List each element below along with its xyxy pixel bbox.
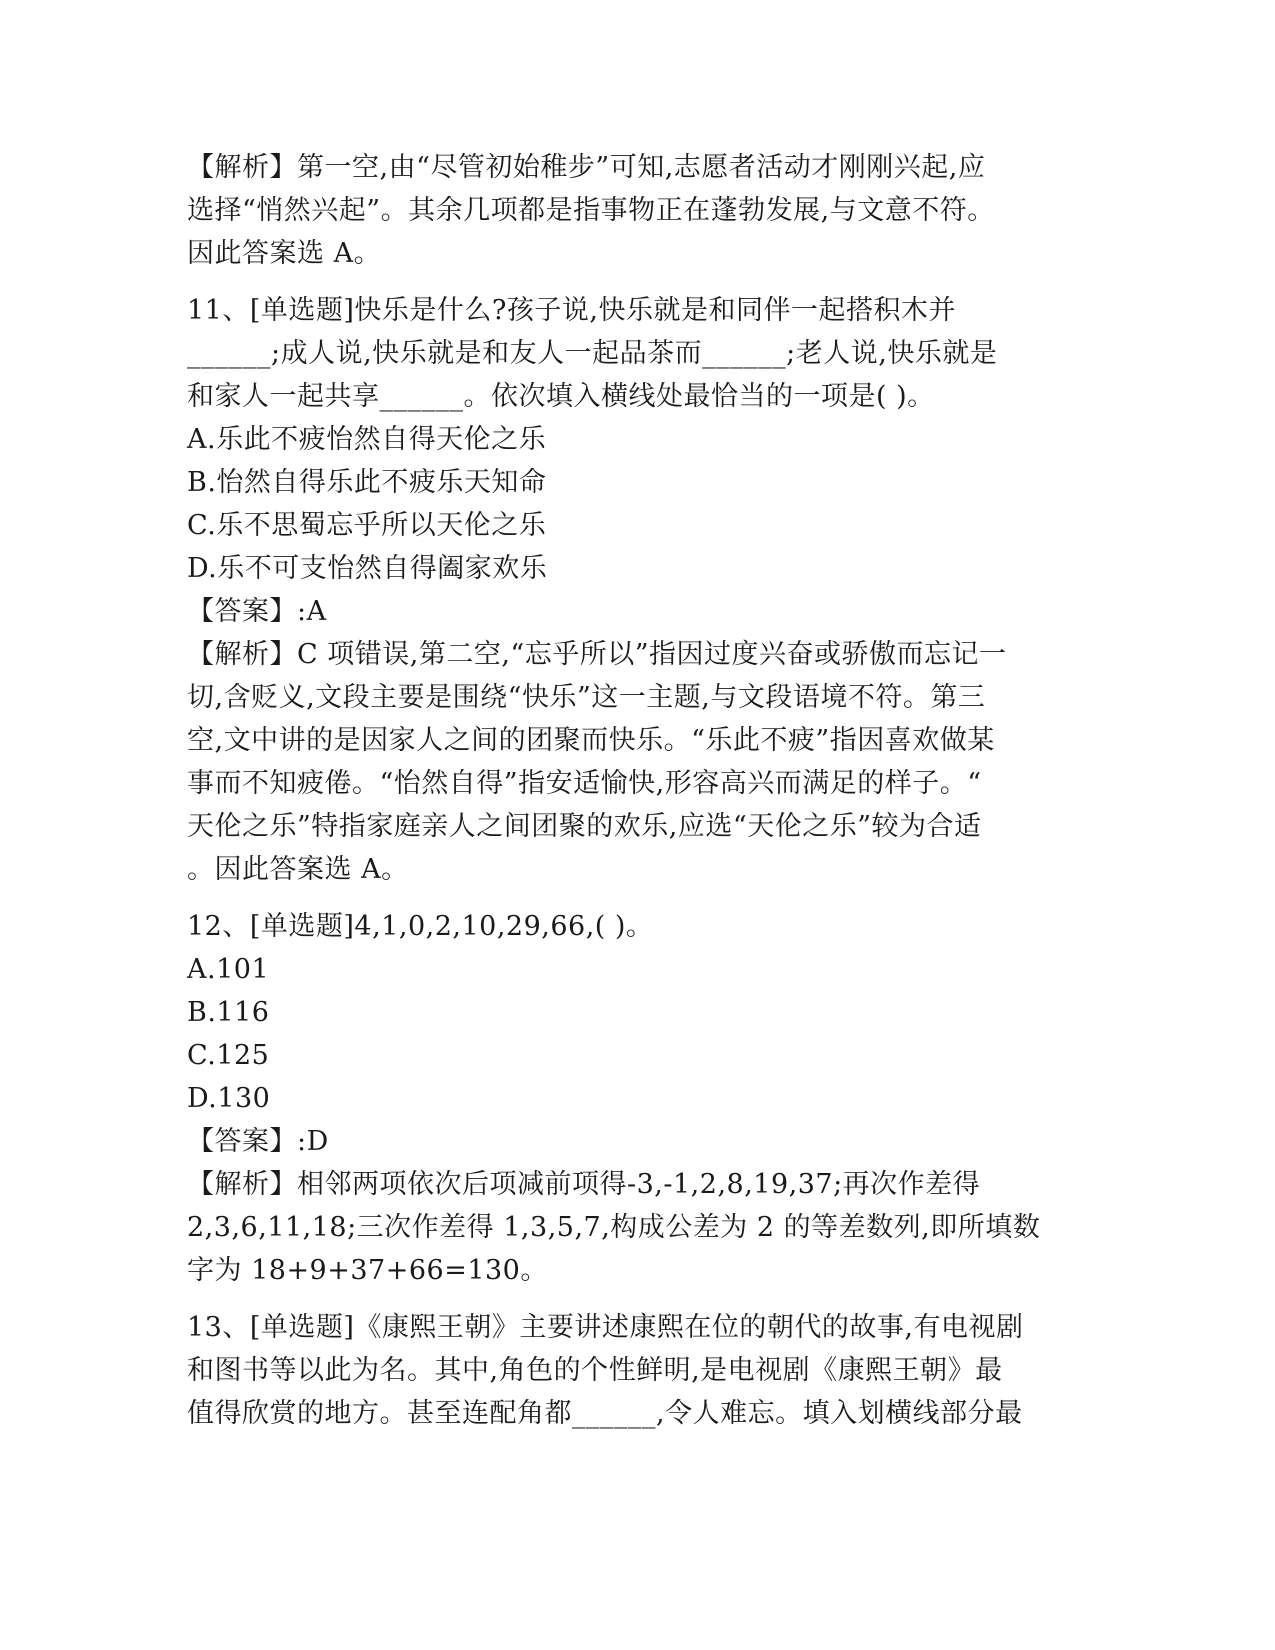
q10-analysis bbox=[187, 146, 1087, 275]
analysis-line: 事而不知疲倦。“怡然自得”指安适愉快,形容高兴而满足的样子。“ bbox=[187, 768, 982, 799]
question-13 bbox=[187, 1306, 1087, 1435]
analysis-line: 切,含贬义,文段主要是围绕“快乐”这一主题,与文段语境不符。第三 bbox=[187, 682, 986, 713]
answer: 【答案】:D bbox=[187, 1126, 329, 1157]
question-stem-line: 和家人一起共享______。依次填入横线处最恰当的一项是( )。 bbox=[187, 381, 935, 412]
analysis-line: 天伦之乐”特指家庭亲人之间团聚的欢乐,应选“天伦之乐”较为合适 bbox=[187, 811, 982, 842]
question-stem-line: 值得欣赏的地方。甚至连配角都______,令人难忘。填入划横线部分最 bbox=[187, 1398, 1023, 1429]
analysis-line: 因此答案选 A。 bbox=[187, 238, 382, 269]
option-a: A.乐此不疲怡然自得天伦之乐 bbox=[187, 424, 547, 455]
question-stem-line: 13、[单选题]《康熙王朝》主要讲述康熙在位的朝代的故事,有电视剧 bbox=[187, 1312, 1024, 1343]
answer: 【答案】:A bbox=[187, 596, 327, 627]
analysis-line: 【解析】C 项错误,第二空,“忘乎所以”指因过度兴奋或骄傲而忘记一 bbox=[187, 639, 1007, 670]
question-12 bbox=[187, 905, 1087, 1292]
question-stem-line: 12、[单选题]4,1,0,2,10,29,66,( )。 bbox=[187, 911, 654, 942]
document-page bbox=[187, 146, 1087, 1435]
option-d: D.130 bbox=[187, 1083, 271, 1114]
option-a: A.101 bbox=[187, 954, 270, 985]
analysis-line: 字为 18+9+37+66=130。 bbox=[187, 1255, 548, 1286]
option-d: D.乐不可支怡然自得阖家欢乐 bbox=[187, 553, 548, 584]
option-b: B.怡然自得乐此不疲乐天知命 bbox=[187, 467, 547, 498]
option-b: B.116 bbox=[187, 997, 270, 1028]
option-c: C.125 bbox=[187, 1040, 270, 1071]
option-c: C.乐不思蜀忘乎所以天伦之乐 bbox=[187, 510, 547, 541]
question-stem-line: 11、[单选题]快乐是什么?孩子说,快乐就是和同伴一起搭积木并 bbox=[187, 295, 956, 326]
analysis-line: 【解析】第一空,由“尽管初始稚步”可知,志愿者活动才刚刚兴起,应 bbox=[187, 152, 986, 183]
question-11 bbox=[187, 289, 1087, 891]
question-stem-line: 和图书等以此为名。其中,角色的个性鲜明,是电视剧《康熙王朝》最 bbox=[187, 1355, 1003, 1386]
analysis-line: 2,3,6,11,18;三次作差得 1,3,5,7,构成公差为 2 的等差数列,即所填数 bbox=[187, 1212, 1041, 1243]
question-stem-line: ______;成人说,快乐就是和友人一起品茶而______;老人说,快乐就是 bbox=[187, 338, 998, 369]
analysis-line: 【解析】相邻两项依次后项减前项得-3,-1,2,8,19,37;再次作差得 bbox=[187, 1169, 981, 1200]
analysis-line: 选择“悄然兴起”。其余几项都是指事物正在蓬勃发展,与文意不符。 bbox=[187, 195, 995, 226]
analysis-line: 。因此答案选 A。 bbox=[187, 854, 409, 885]
analysis-line: 空,文中讲的是因家人之间的团聚而快乐。“乐此不疲”指因喜欢做某 bbox=[187, 725, 995, 756]
